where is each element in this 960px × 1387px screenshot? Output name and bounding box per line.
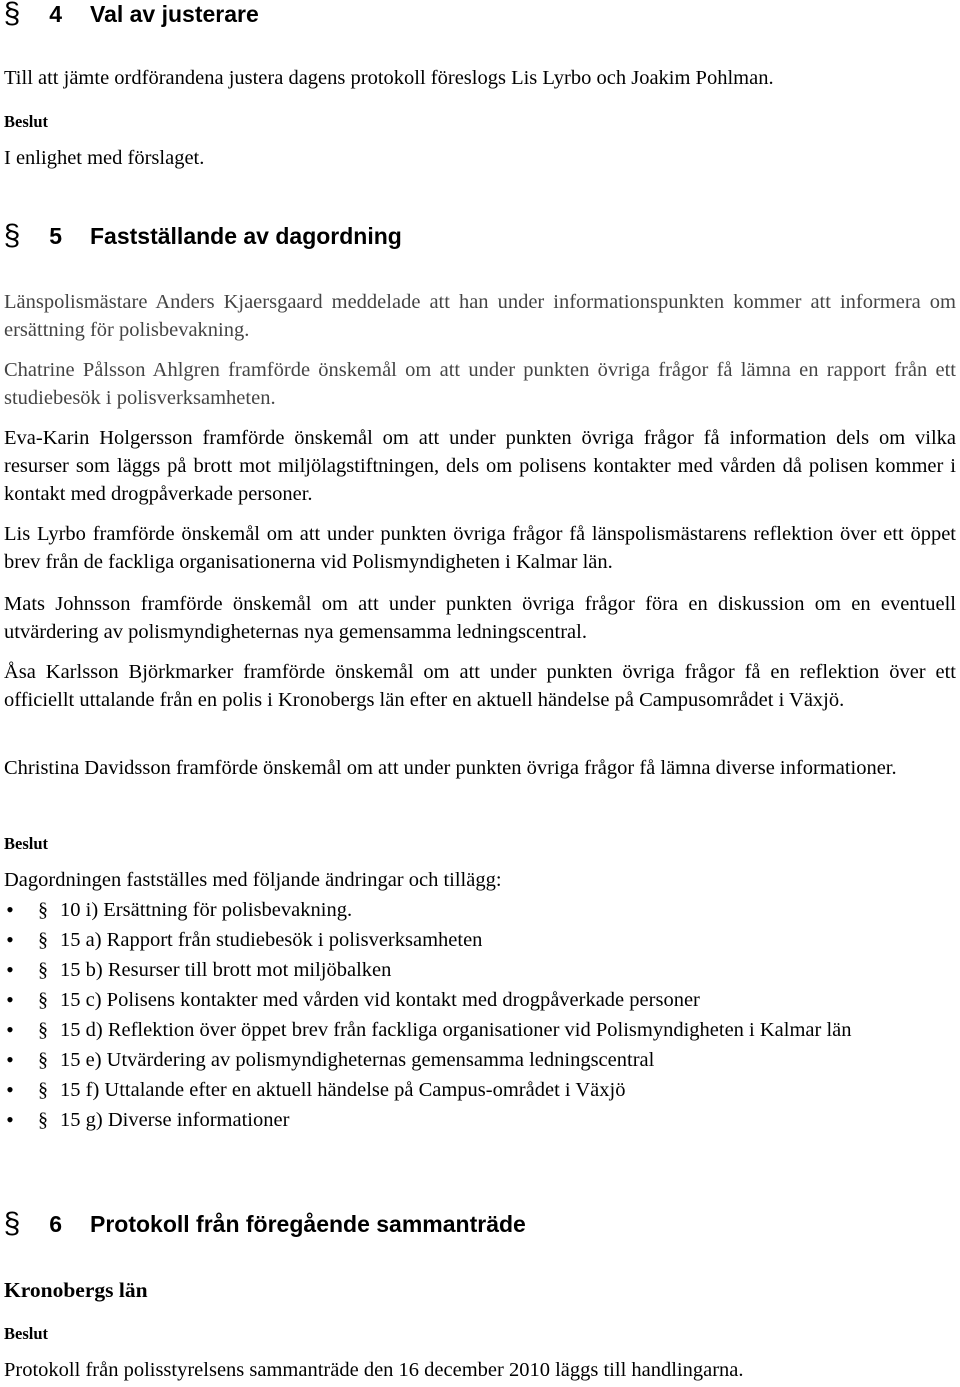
section-title: Fastställande av dagordning — [90, 223, 402, 249]
list-item — [4, 926, 956, 954]
section-symbol: § — [3, 219, 21, 252]
section-symbol: § — [38, 899, 48, 921]
section-4-intro: Till att jämte ordförandena justera dagens protokoll föreslogs Lis Lyrbo och Joakim Pohlman. — [4, 67, 774, 89]
bullet-icon: • — [6, 1017, 14, 1042]
paragraph: Mats Johnsson framförde önskemål om att under punkten övriga frågor föra en diskussion om en eventuell utvärdering av polismyndigheternas nya gemensamma ledningscentral. — [4, 593, 956, 643]
paragraph: Christina Davidsson framförde önskemål om att under punkten övriga frågor få lämna diverse informationer. — [4, 757, 897, 779]
section-6-decision: Protokoll från polisstyrelsens sammanträde den 16 december 2010 läggs till handlingarna. — [4, 1359, 744, 1381]
section-symbol: § — [38, 959, 48, 981]
list-item — [4, 896, 956, 924]
section-symbol: § — [38, 1079, 48, 1101]
paragraph: Eva-Karin Holgersson framförde önskemål om att under punkten övriga frågor få information dels om vilka resurser som läggs på brott mot miljölagstiftningen, dels om polisens kontakter med vården då polisen kommer i kontakt med drogpåverkade personer. — [4, 427, 956, 505]
agenda-changes-list — [4, 896, 956, 1134]
bullet-icon: • — [6, 927, 14, 952]
section-number: 6 — [49, 1211, 62, 1237]
list-item — [4, 1046, 956, 1074]
list-item-text: 15 a) Rapport från studiebesök i polisverksamheten — [60, 929, 483, 951]
section-symbol: § — [38, 989, 48, 1011]
section-number: 4 — [49, 1, 62, 27]
paragraph: Länspolismästare Anders Kjaersgaard meddelade att han under informationspunkten kommer att informera om ersättning för polisbevakning. — [4, 291, 956, 341]
section-symbol: § — [38, 1049, 48, 1071]
paragraph: Åsa Karlsson Björkmarker framförde önskemål om att under punkten övriga frågor få en reflektion över ett officiellt uttalande från en polis i Kronobergs län efter en aktuell händelse på Campusområdet i Växjö. — [4, 661, 956, 711]
list-item-text: 15 g) Diverse informationer — [60, 1109, 290, 1131]
list-item — [4, 1106, 956, 1134]
list-item-text: 15 e) Utvärdering av polismyndigheternas gemensamma ledningscentral — [60, 1049, 655, 1071]
section-5-heading — [0, 219, 402, 252]
decision-label: Beslut — [4, 834, 49, 853]
decision-label: Beslut — [4, 112, 49, 131]
bullet-icon: • — [6, 1107, 14, 1132]
list-item — [4, 986, 956, 1014]
section-4-heading — [0, 0, 259, 28]
section-number: 5 — [49, 223, 62, 249]
list-item-text: 15 b) Resurser till brott mot miljöbalken — [60, 959, 392, 981]
list-item-text: 10 i) Ersättning för polisbevakning. — [60, 899, 353, 921]
section-symbol: § — [3, 1207, 21, 1240]
list-item — [4, 956, 956, 984]
decision-label: Beslut — [4, 1324, 49, 1343]
county-subheading: Kronobergs län — [4, 1278, 148, 1302]
section-6-heading — [0, 1207, 526, 1240]
bullet-icon: • — [6, 987, 14, 1012]
section-symbol: § — [3, 0, 21, 30]
section-title: Protokoll från föregående sammanträde — [90, 1211, 526, 1237]
bullet-icon: • — [6, 957, 14, 982]
bullet-icon: • — [6, 1077, 14, 1102]
bullet-icon: • — [6, 1047, 14, 1072]
section-5-decision-intro: Dagordningen fastställes med följande ändringar och tillägg: — [4, 869, 502, 891]
paragraph: Chatrine Pålsson Ahlgren framförde önskemål om att under punkten övriga frågor få lämna en rapport från ett studiebesök i polisverksamheten. — [4, 359, 956, 409]
section-symbol: § — [38, 1109, 48, 1131]
section-title: Val av justerare — [90, 1, 259, 27]
list-item — [4, 1076, 956, 1104]
bullet-icon: • — [6, 897, 14, 922]
section-symbol: § — [38, 929, 48, 951]
paragraph: Lis Lyrbo framförde önskemål om att under punkten övriga frågor få länspolismästarens reflektion över ett öppet brev från de fackliga organisationerna vid Polismyndigheten i Kalmar län. — [4, 523, 956, 573]
section-4-decision: I enlighet med förslaget. — [4, 147, 205, 169]
list-item-text: 15 d) Reflektion över öppet brev från fackliga organisationer vid Polismyndigheten i Kalmar län — [60, 1019, 852, 1041]
list-item — [4, 1016, 956, 1044]
list-item-text: 15 c) Polisens kontakter med vården vid kontakt med drogpåverkade personer — [60, 989, 700, 1011]
list-item-text: 15 f) Uttalande efter en aktuell händelse på Campus-området i Växjö — [60, 1079, 626, 1101]
section-symbol: § — [38, 1019, 48, 1041]
